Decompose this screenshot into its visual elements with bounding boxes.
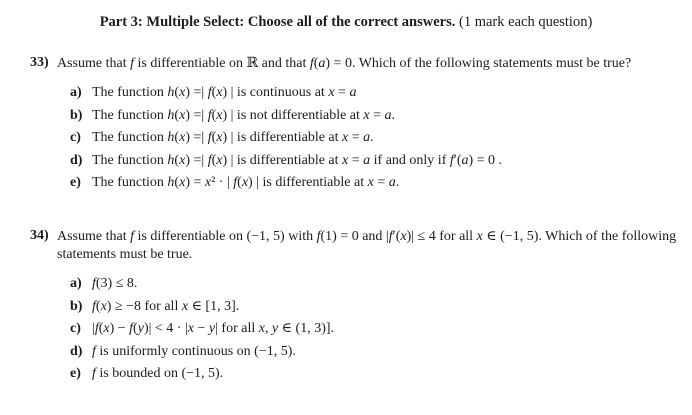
question-33-body xyxy=(57,55,684,195)
option-text: The function h(x) =| f(x) | is differentiable at x = a if and only if f′(a) = 0 . xyxy=(92,152,503,168)
part-header xyxy=(0,0,692,31)
option-label: c) xyxy=(70,321,81,337)
question-33-options xyxy=(70,82,684,195)
option-label: c) xyxy=(70,130,81,146)
question-34-option-d xyxy=(70,341,684,364)
option-label: b) xyxy=(70,107,83,123)
question-34-option-a xyxy=(70,273,684,296)
option-text: f(x) ≥ −8 for all x ∈ [1, 3]. xyxy=(92,298,240,314)
option-label: b) xyxy=(70,298,83,314)
option-label: e) xyxy=(70,175,81,191)
part-header-note: (1 mark each question) xyxy=(455,14,593,30)
question-33-option-b xyxy=(70,105,684,128)
option-text: f is bounded on (−1, 5). xyxy=(92,366,224,382)
option-label: a) xyxy=(70,275,82,291)
option-text: The function h(x) =| f(x) | is not differentiable at x = a. xyxy=(92,107,396,123)
question-33-number: 33) xyxy=(30,55,49,70)
option-label: e) xyxy=(70,366,81,382)
question-33 xyxy=(30,55,684,195)
question-33-prompt: Assume that f is differentiable on ℝ and that f(a) = 0. Which of the following statements must be true? xyxy=(57,56,632,71)
option-label: a) xyxy=(70,85,82,100)
part-header-title: Part 3: Multiple Select: Choose all of the correct answers. xyxy=(99,14,456,30)
question-34-prompt: Assume that f is differentiable on (−1, 5) with f(1) = 0 and |f′(x)| ≤ 4 for all x ∈ (−1, 5). Which of the following statements must be true. xyxy=(57,228,677,262)
question-34-number: 34) xyxy=(30,227,49,243)
option-text: The function h(x) =| f(x) | is differentiable at x = a. xyxy=(92,130,374,146)
question-34-option-b xyxy=(70,296,684,319)
option-text: The function h(x) =| f(x) | is continuous at x = a xyxy=(92,85,357,100)
question-34-option-c xyxy=(70,318,684,341)
question-34 xyxy=(30,228,684,386)
question-34-option-e xyxy=(70,363,684,386)
option-text: f(3) ≤ 8. xyxy=(92,275,138,291)
question-34-body xyxy=(57,228,684,386)
question-33-option-e xyxy=(70,172,684,195)
option-text: The function h(x) = x² · | f(x) | is differentiable at x = a. xyxy=(92,175,400,191)
question-33-option-a xyxy=(70,82,684,105)
option-text: |f(x) − f(y)| < 4 · |x − y| for all x, y ∈ (1, 3)]. xyxy=(92,321,335,337)
question-33-option-c xyxy=(70,127,684,150)
option-text: f is uniformly continuous on (−1, 5). xyxy=(92,343,296,359)
option-label: d) xyxy=(70,343,83,359)
question-33-option-d xyxy=(70,150,684,173)
option-label: d) xyxy=(70,152,83,168)
question-34-options xyxy=(70,273,684,386)
